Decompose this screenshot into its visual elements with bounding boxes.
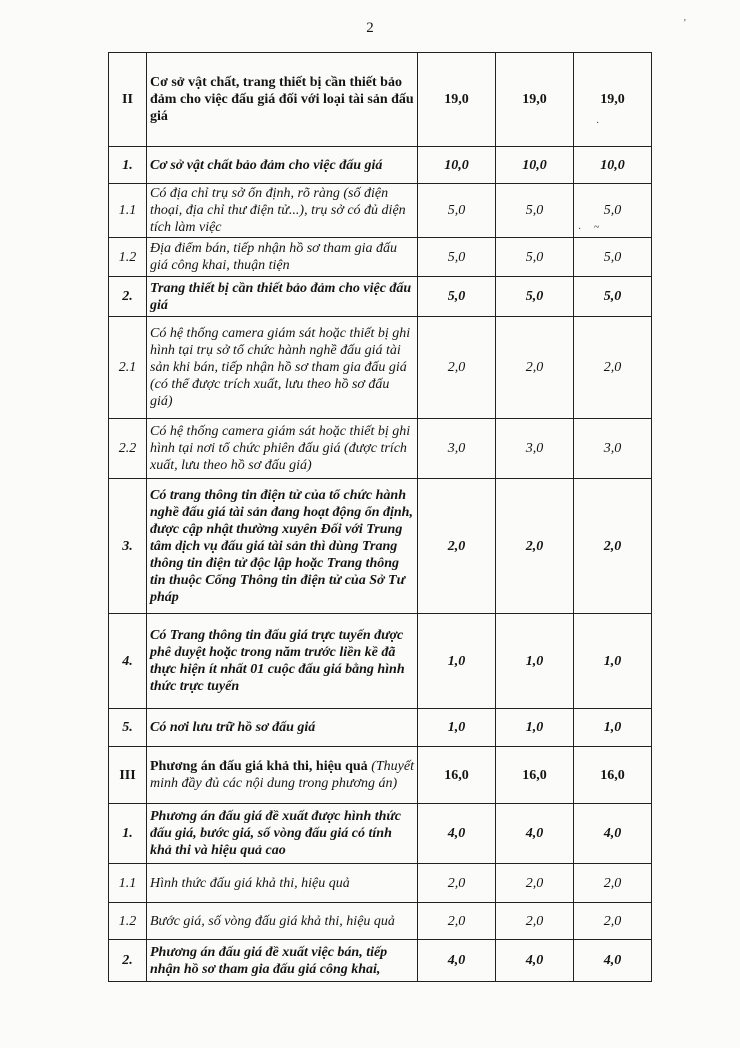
table-row [109, 614, 652, 709]
score-col-1: 19,0 [418, 53, 496, 147]
table-row [109, 147, 652, 184]
score-col-1: 1,0 [418, 709, 496, 747]
score-col-2: 5,0 [496, 277, 574, 317]
table-row [109, 709, 652, 747]
score-col-2: 2,0 [496, 864, 574, 903]
score-col-2: 16,0 [496, 747, 574, 804]
score-col-3: 4,0 [574, 940, 652, 982]
score-col-3: 4,0 [574, 804, 652, 864]
score-col-2: 2,0 [496, 903, 574, 940]
table-row [109, 277, 652, 317]
criterion-cell [147, 747, 418, 804]
row-number: 5. [109, 709, 147, 747]
score-col-1: 5,0 [418, 184, 496, 238]
score-col-1: 16,0 [418, 747, 496, 804]
score-col-1: 5,0 [418, 277, 496, 317]
score-col-3: 1,0 [574, 709, 652, 747]
table-row [109, 940, 652, 982]
score-col-2: 1,0 [496, 709, 574, 747]
criterion-text: Có Trang thông tin đấu giá trực tuyến được phê duyệt hoặc trong năm trước liền kề đã thực hiện ít nhất 01 cuộc đấu giá bằng hình thức trực tuyến [147, 614, 418, 709]
score-col-3: 5,0 [574, 277, 652, 317]
score-col-3: 3,0 [574, 419, 652, 479]
table-row [109, 864, 652, 903]
score-col-2: 19,0 [496, 53, 574, 147]
score-col-2: 1,0 [496, 614, 574, 709]
row-number: 1.1 [109, 184, 147, 238]
table-row [109, 238, 652, 277]
row-number: 3. [109, 479, 147, 614]
score-col-3: 2,0 [574, 317, 652, 419]
score-col-3: 5,0 [574, 238, 652, 277]
row-number: 1.2 [109, 238, 147, 277]
row-number: 2.1 [109, 317, 147, 419]
row-number: III [109, 747, 147, 804]
row-number: 1. [109, 147, 147, 184]
criterion-text: Hình thức đấu giá khả thi, hiệu quả [147, 864, 418, 903]
table-row [109, 419, 652, 479]
table-row [109, 747, 652, 804]
score-col-3: 5,0 [574, 184, 652, 238]
criterion-text: Cơ sở vật chất bảo đảm cho việc đấu giá [147, 147, 418, 184]
row-number: 4. [109, 614, 147, 709]
row-number: 1.2 [109, 903, 147, 940]
score-col-2: 5,0 [496, 184, 574, 238]
criterion-text: Phương án đấu giá đề xuất được hình thức đấu giá, bước giá, số vòng đấu giá có tính khả thi và hiệu quả cao [147, 804, 418, 864]
score-col-2: 2,0 [496, 479, 574, 614]
score-col-2: 10,0 [496, 147, 574, 184]
scan-mark: ' [684, 18, 686, 29]
scan-mark: · [596, 118, 600, 129]
score-col-3: 10,0 [574, 147, 652, 184]
criterion-text: Bước giá, số vòng đấu giá khả thi, hiệu quả [147, 903, 418, 940]
criterion-text: Có hệ thống camera giám sát hoặc thiết bị ghi hình tại nơi tổ chức phiên đấu giá (được trích xuất, lưu theo hồ sơ đấu giá) [147, 419, 418, 479]
score-col-3: 19,0 [574, 53, 652, 147]
score-col-3: 1,0 [574, 614, 652, 709]
table-row [109, 53, 652, 147]
score-col-1: 2,0 [418, 317, 496, 419]
table-row [109, 903, 652, 940]
score-col-3: 2,0 [574, 903, 652, 940]
criterion-text: Có hệ thống camera giám sát hoặc thiết bị ghi hình tại trụ sở tổ chức hành nghề đấu giá tài sản khi bán, tiếp nhận hồ sơ tham gia đấu giá (có thể được trích xuất, lưu theo hồ sơ đấu giá) [147, 317, 418, 419]
score-col-2: 4,0 [496, 804, 574, 864]
score-col-1: 1,0 [418, 614, 496, 709]
score-col-2: 4,0 [496, 940, 574, 982]
score-col-1: 4,0 [418, 940, 496, 982]
score-col-3: 16,0 [574, 747, 652, 804]
scoring-table [108, 52, 652, 982]
criterion-text: Có trang thông tin điện tử của tổ chức hành nghề đấu giá tài sản đang hoạt động ổn định, được cập nhật thường xuyên Đối với Trung tâm dịch vụ đấu giá tài sản thì dùng Trang thông tin điện tử độc lập hoặc Trang thông tin thuộc Cổng Thông tin điện tử của Sở Tư pháp [147, 479, 418, 614]
row-number: 2. [109, 940, 147, 982]
scan-mark: ~ [594, 222, 600, 233]
score-col-1: 3,0 [418, 419, 496, 479]
score-col-1: 4,0 [418, 804, 496, 864]
criterion-text: Phương án đấu giá khả thi, hiệu quả [150, 759, 368, 774]
table-row [109, 479, 652, 614]
criterion-text: Có địa chỉ trụ sở ổn định, rõ ràng (số điện thoại, địa chỉ thư điện tử...), trụ sở có đủ diện tích làm việc [147, 184, 418, 238]
score-col-1: 10,0 [418, 147, 496, 184]
criterion-text: Địa điểm bán, tiếp nhận hồ sơ tham gia đấu giá công khai, thuận tiện [147, 238, 418, 277]
score-col-3: 2,0 [574, 864, 652, 903]
criterion-note: (Thuyết minh đầy đủ các nội dung trong phương án) [150, 759, 414, 791]
row-number: 2. [109, 277, 147, 317]
score-col-1: 2,0 [418, 864, 496, 903]
score-col-2: 2,0 [496, 317, 574, 419]
criterion-text: Phương án đấu giá đề xuất việc bán, tiếp nhận hồ sơ tham gia đấu giá công khai, [147, 940, 418, 982]
score-col-2: 3,0 [496, 419, 574, 479]
score-col-3: 2,0 [574, 479, 652, 614]
criterion-text: Cơ sở vật chất, trang thiết bị cần thiết bảo đảm cho việc đấu giá đối với loại tài sản đấu giá [147, 53, 418, 147]
scan-mark: · [578, 224, 582, 235]
score-col-1: 2,0 [418, 479, 496, 614]
table-row [109, 184, 652, 238]
row-number: II [109, 53, 147, 147]
criterion-text: Trang thiết bị cần thiết bảo đảm cho việc đấu giá [147, 277, 418, 317]
row-number: 1. [109, 804, 147, 864]
score-col-1: 5,0 [418, 238, 496, 277]
score-col-2: 5,0 [496, 238, 574, 277]
row-number: 1.1 [109, 864, 147, 903]
criterion-text: Có nơi lưu trữ hồ sơ đấu giá [147, 709, 418, 747]
table-row [109, 317, 652, 419]
row-number: 2.2 [109, 419, 147, 479]
table-row [109, 804, 652, 864]
score-col-1: 2,0 [418, 903, 496, 940]
page-number: 2 [366, 20, 374, 36]
